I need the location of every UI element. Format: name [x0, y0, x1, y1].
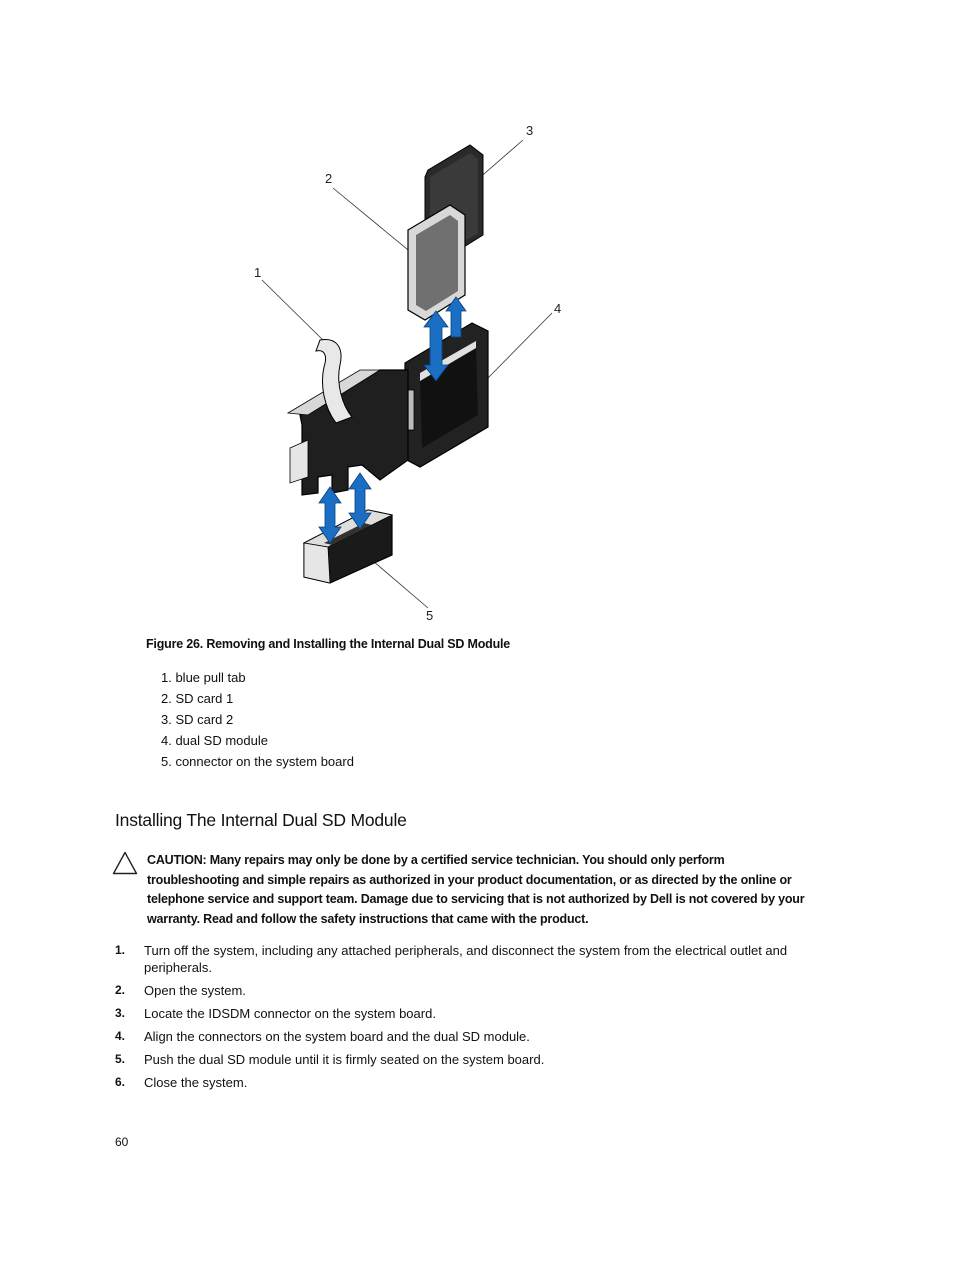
step-number: 6.: [115, 1075, 126, 1089]
step-number: 4.: [115, 1029, 126, 1043]
caution-text: CAUTION: Many repairs may only be done by a certified service technician. You should only perform troubleshooting and simple repairs as authorized in your product documentation, or as directed by the online or telephone service and support team. Damage due to servicing that is not authorized by Dell is not covered by your warranty. Read and follow the safety instructions that came with the product.: [147, 853, 805, 926]
step-text: Align the connectors on the system board and the dual SD module.: [144, 1029, 530, 1044]
step-text: Open the system.: [144, 983, 246, 998]
step-item: [115, 1051, 805, 1068]
legend-item: 3. SD card 2: [161, 712, 234, 727]
step-item: [115, 982, 805, 999]
figure-caption: Figure 26. Removing and Installing the Internal Dual SD Module: [146, 637, 511, 651]
step-text: Turn off the system, including any attached peripherals, and disconnect the system from the electrical outlet and peripherals.: [144, 943, 788, 975]
callout-1: 1: [254, 265, 262, 280]
figure-dual-sd-module: [240, 115, 580, 630]
callout-2: 2: [325, 171, 333, 186]
callout-4: 4: [554, 301, 562, 316]
step-text: Push the dual SD module until it is firmly seated on the system board.: [144, 1052, 545, 1067]
dual-sd-illustration: [240, 115, 580, 630]
leader-line-1: [262, 280, 328, 345]
step-text: Locate the IDSDM connector on the system board.: [144, 1006, 436, 1021]
figure-legend: [161, 669, 354, 774]
step-item: [115, 1005, 805, 1022]
leader-line-4: [486, 313, 552, 380]
section-heading: Installing The Internal Dual SD Module: [115, 810, 407, 830]
step-text: Close the system.: [144, 1075, 248, 1090]
callout-5: 5: [426, 608, 434, 623]
legend-item: 5. connector on the system board: [161, 754, 354, 769]
procedure-steps: [115, 942, 805, 1091]
step-number: 5.: [115, 1052, 126, 1066]
step-item: [115, 942, 805, 976]
step-number: 3.: [115, 1006, 126, 1020]
callout-3: 3: [526, 123, 534, 138]
dual-sd-module-body: [405, 323, 488, 467]
legend-item: 1. blue pull tab: [161, 670, 246, 685]
step-number: 1.: [115, 943, 126, 957]
legend-item: 4. dual SD module: [161, 733, 268, 748]
idsdm-board: [288, 370, 408, 495]
step-number: 2.: [115, 983, 126, 997]
warning-triangle-icon: [112, 851, 138, 875]
step-item: [115, 1028, 805, 1045]
step-item: [115, 1074, 805, 1091]
page-number: 60: [115, 1135, 129, 1149]
legend-item: 2. SD card 1: [161, 691, 234, 706]
system-board-connector: [304, 510, 392, 583]
